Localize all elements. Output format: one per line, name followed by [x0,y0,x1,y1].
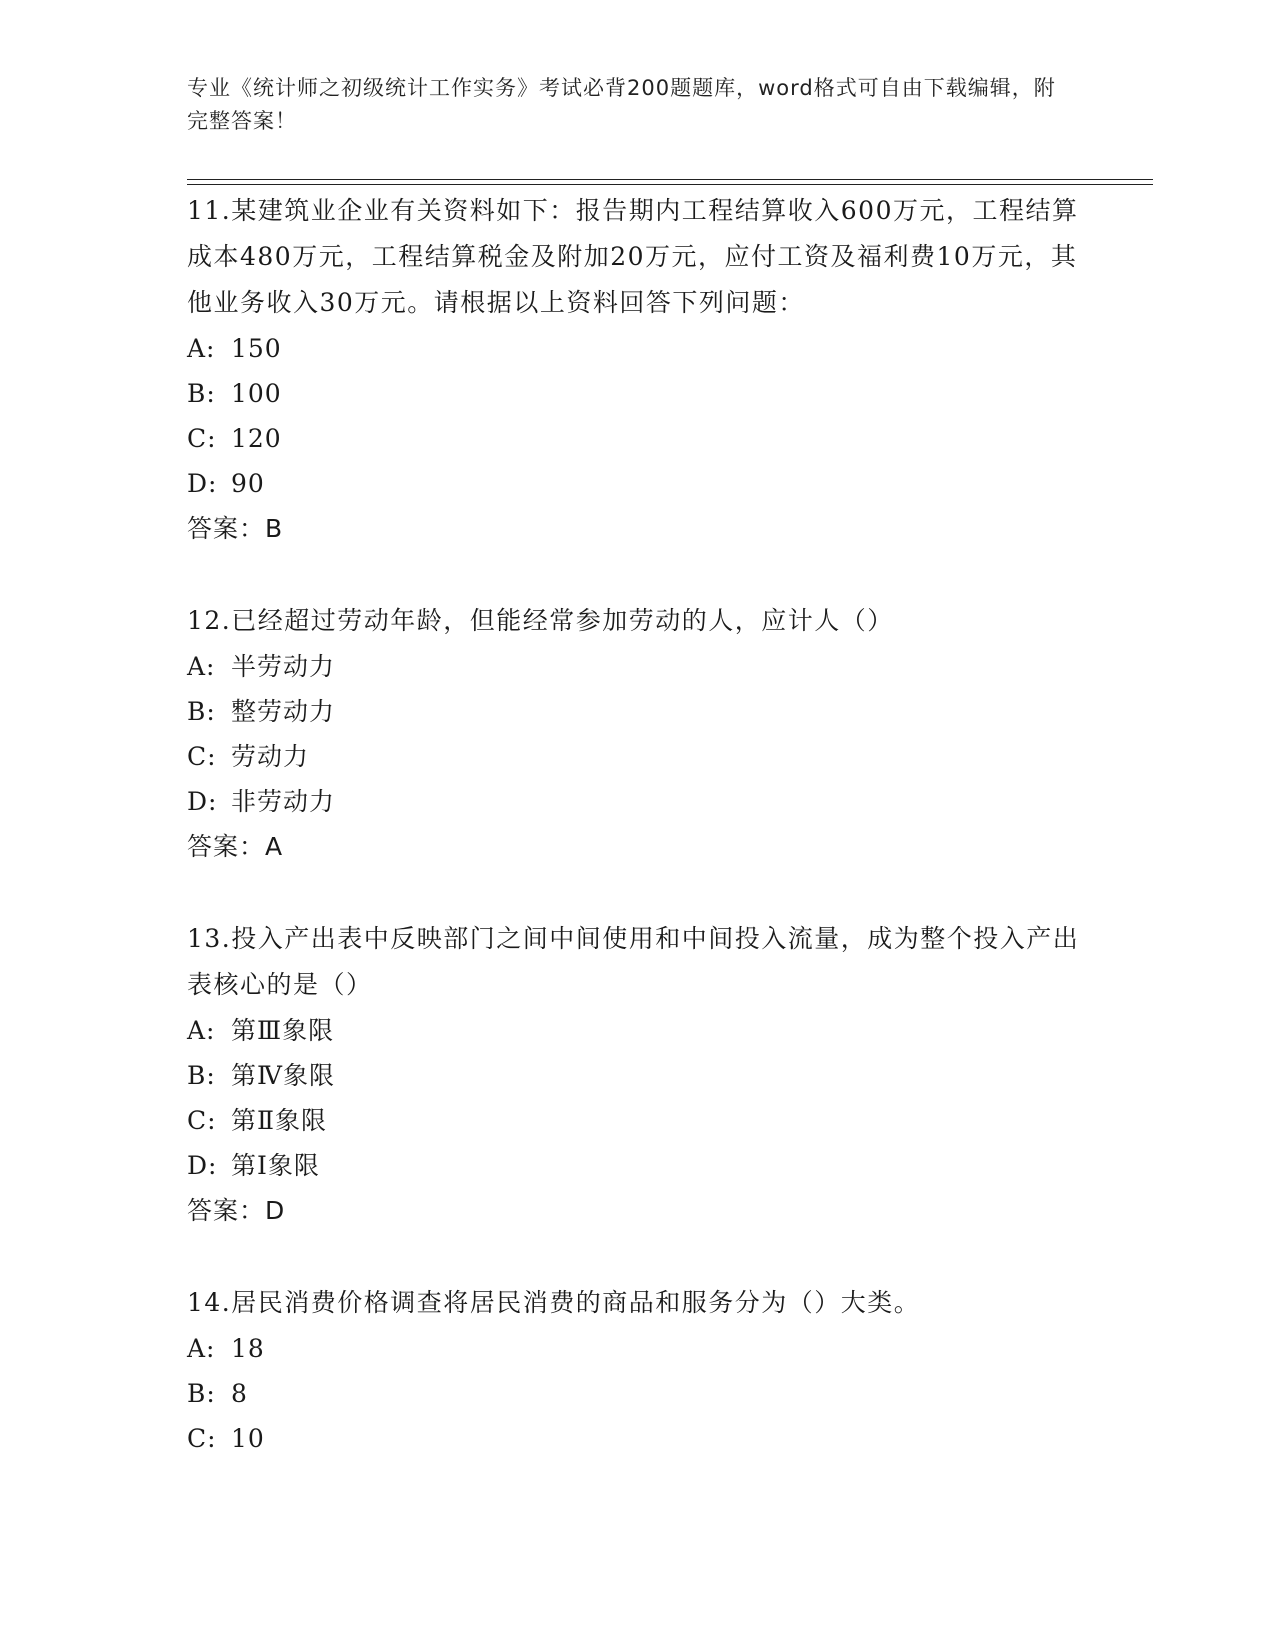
question-stem: 11.某建筑业企业有关资料如下：报告期内工程结算收入600万元，工程结算成本480万元，工程结算税金及附加20万元，应付工资及福利费10万元，其他业务收入30万元。请根据以上资料回答下列问题： [187,196,1079,317]
option-letter: C: [187,742,217,771]
option-letter: B: [187,379,216,408]
option-text: 150 [231,334,282,363]
option-c [187,1098,1087,1143]
option-letter: B: [187,697,216,726]
question-item [187,916,1087,1234]
option-b [187,689,1087,734]
option-text: 第Ⅳ象限 [231,1061,335,1090]
option-letter: D: [187,469,218,498]
option-letter: D: [187,787,218,816]
question-stem: 13.投入产出表中反映部门之间中间使用和中间投入流量，成为整个投入产出表核心的是（） [187,924,1080,999]
option-text: 10 [231,1424,265,1453]
option-c [187,1416,1087,1461]
option-d [187,779,1087,824]
option-text: 8 [231,1379,248,1408]
option-text: 第Ⅱ象限 [231,1106,327,1135]
option-text: 劳动力 [231,742,310,771]
question-stem: 14.居民消费价格调查将居民消费的商品和服务分为（）大类。 [187,1288,921,1317]
option-letter: A: [187,652,216,681]
option-text: 非劳动力 [231,787,336,816]
question-item [187,1280,1087,1461]
option-letter: B: [187,1379,216,1408]
option-letter: C: [187,1424,217,1453]
option-text: 第Ⅰ象限 [231,1151,320,1180]
header-divider-bottom [187,184,1153,185]
option-text: 第Ⅲ象限 [231,1016,335,1045]
option-b [187,371,1087,416]
option-c [187,416,1087,461]
option-a [187,326,1087,371]
option-a [187,1008,1087,1053]
option-a [187,644,1087,689]
option-c [187,734,1087,779]
option-d [187,1143,1087,1188]
option-letter: A: [187,1334,216,1363]
option-text: 半劳动力 [231,652,336,681]
answer-line: 答案：B [187,514,284,543]
option-b [187,1371,1087,1416]
question-list [187,188,1087,1507]
answer-line: 答案：A [187,832,284,861]
question-stem: 12.已经超过劳动年龄，但能经常参加劳动的人，应计人（） [187,606,894,635]
option-letter: C: [187,424,217,453]
question-item [187,598,1087,870]
document-header: 专业《统计师之初级统计工作实务》考试必背200题题库，word格式可自由下载编辑，附完整答案！ [187,76,1056,133]
question-item [187,188,1087,552]
option-d [187,461,1087,506]
option-text: 100 [231,379,282,408]
option-b [187,1053,1087,1098]
option-a [187,1326,1087,1371]
option-text: 90 [231,469,265,498]
option-letter: A: [187,334,216,363]
header-divider-top [187,179,1153,180]
option-text: 120 [231,424,282,453]
option-letter: A: [187,1016,216,1045]
option-letter: C: [187,1106,217,1135]
option-letter: D: [187,1151,218,1180]
answer-line: 答案：D [187,1196,286,1225]
option-letter: B: [187,1061,216,1090]
option-text: 整劳动力 [231,697,336,726]
option-text: 18 [231,1334,265,1363]
